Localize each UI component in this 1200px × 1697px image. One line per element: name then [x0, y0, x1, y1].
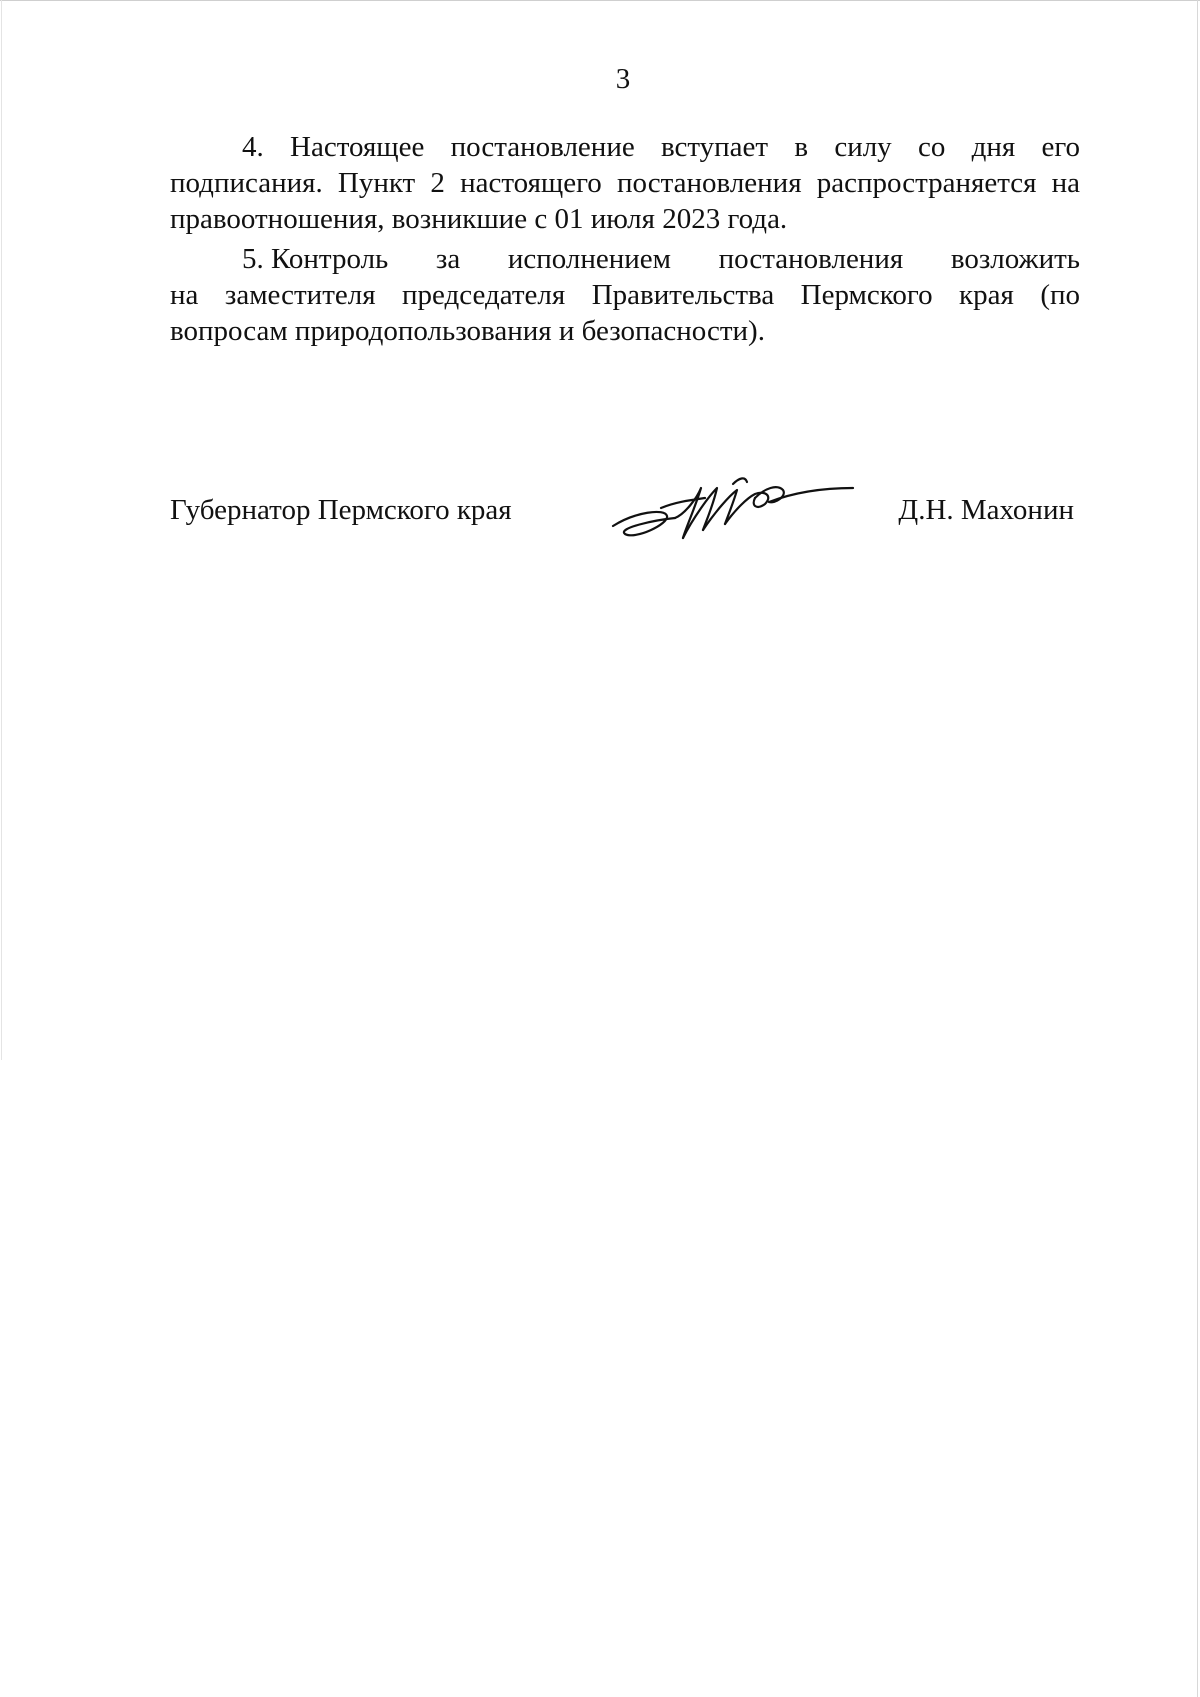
paragraph-4-line1: 4. Настоящее постановление вступает в силу со дня его подписания.: [170, 131, 1080, 199]
paragraph-5-word: исполнением: [507, 243, 671, 275]
paragraph-5: [170, 241, 1080, 349]
scan-edge-left: [1, 0, 2, 1060]
page-number: 3: [615, 63, 631, 95]
paragraph-4: [170, 129, 1080, 237]
paragraph-5-word: 5. Контроль: [242, 243, 389, 275]
signature-block: [170, 492, 1074, 538]
signer-name: Д.Н. Махонин: [898, 494, 1074, 526]
paragraph-5-word: постановления: [718, 243, 904, 275]
paragraph-5-word: возложить: [950, 243, 1080, 275]
paragraph-5-rest: на заместителя председателя Правительства Пермского края (по вопросам природопользования и безопасности).: [170, 279, 1080, 347]
scan-edge-top: [0, 0, 1200, 1]
paragraph-4-rest: Пункт 2 настоящего постановления распространяется на правоотношения, возникшие с 01 июля 2023 года.: [170, 167, 1080, 235]
document-body: [170, 129, 1080, 349]
signer-title: Губернатор Пермского края: [170, 494, 512, 526]
paragraph-5-word: за: [435, 243, 461, 275]
paragraph-5-first-line: [170, 241, 1080, 277]
scan-edge-right: [1197, 0, 1198, 1697]
